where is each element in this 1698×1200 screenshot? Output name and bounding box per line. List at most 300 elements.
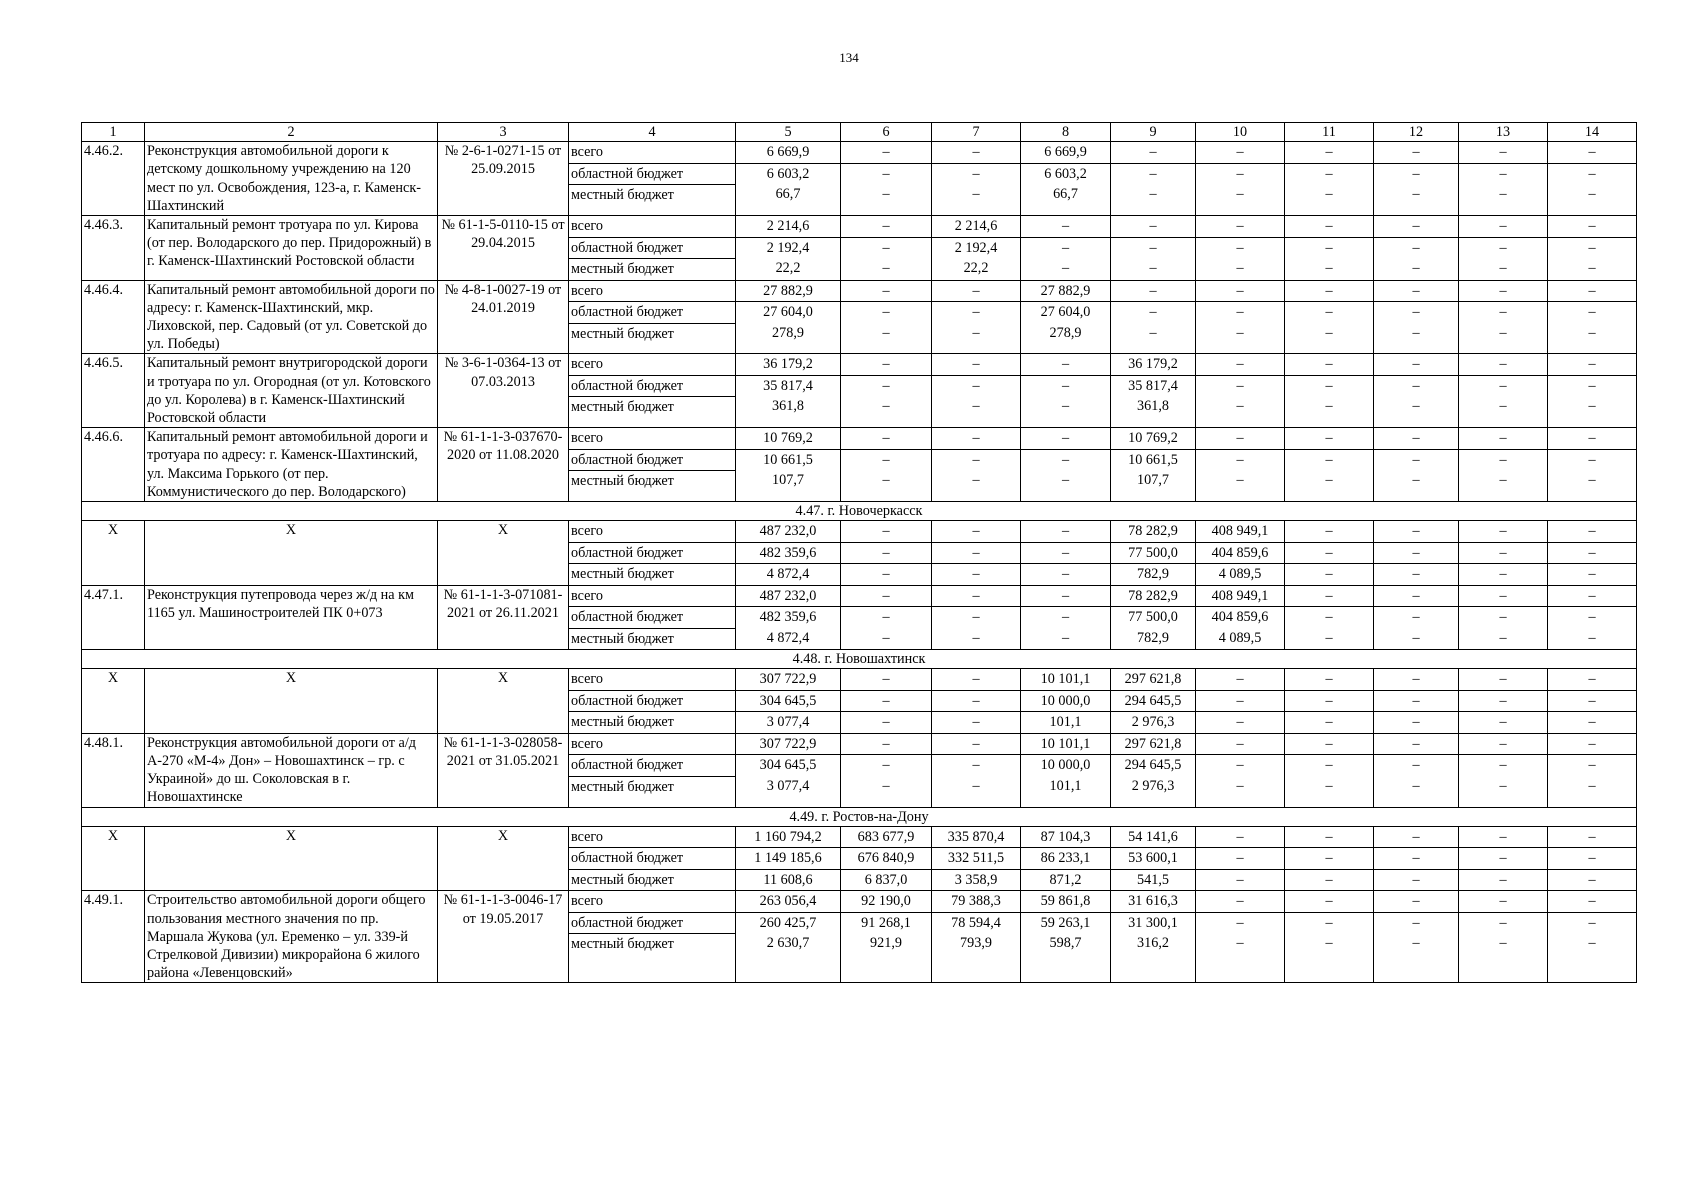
value: – — [1459, 690, 1547, 712]
value: – — [1412, 629, 1420, 646]
value: – — [1325, 398, 1333, 415]
budget-table — [81, 122, 1637, 983]
value: 304 645,5 — [736, 690, 840, 712]
value: – — [972, 324, 980, 341]
value-cell-col-7 — [932, 826, 1021, 891]
value: – — [1374, 237, 1458, 259]
funding-source-label: областной бюджет — [569, 690, 735, 712]
value: – — [1325, 523, 1333, 540]
value: – — [882, 587, 890, 604]
value: – — [841, 237, 931, 259]
value: – — [1499, 282, 1507, 299]
value: – — [1499, 893, 1507, 910]
value: 316,2 — [1137, 935, 1169, 952]
value: – — [882, 186, 890, 203]
value: – — [1459, 237, 1547, 259]
value-cell-col-13 — [1459, 669, 1548, 734]
column-number-3: 3 — [438, 123, 569, 142]
value: – — [932, 563, 1020, 585]
value: – — [1548, 301, 1636, 323]
funding-source-label: областной бюджет — [569, 301, 735, 323]
value-cell-col-13 — [1459, 585, 1548, 650]
value: – — [1111, 301, 1195, 323]
project-name: Капитальный ремонт автомобильной дороги и тротуара по адресу: г. Каменск-Шахтинский, ул. Максима Горького (от пер. Коммунистического до пер. Володарского) — [145, 428, 438, 502]
value: – — [1499, 430, 1507, 447]
value: 307 722,9 — [759, 671, 817, 688]
item-number: 4.48.1. — [82, 733, 145, 807]
value: – — [1196, 754, 1284, 776]
funding-source-cell — [569, 354, 736, 428]
value: – — [1548, 163, 1636, 185]
funding-source-label: местный бюджет — [569, 628, 735, 650]
value: 10 000,0 — [1021, 754, 1110, 776]
value-cell-col-7 — [932, 216, 1021, 281]
value: – — [932, 606, 1020, 628]
funding-source-label: местный бюджет — [569, 933, 735, 955]
value: – — [972, 735, 980, 752]
value: – — [1374, 301, 1458, 323]
value-cell-col-12 — [1374, 826, 1459, 891]
value: – — [972, 144, 980, 161]
value-cell-col-6 — [841, 733, 932, 807]
section-row — [82, 501, 1637, 520]
value: 35 817,4 — [1111, 375, 1195, 397]
funding-source-label: всего — [571, 828, 603, 845]
value-cell-col-13 — [1459, 521, 1548, 586]
value-cell-col-5 — [736, 891, 841, 983]
value-cell-col-11 — [1285, 733, 1374, 807]
funding-source-label: областной бюджет — [569, 912, 735, 934]
item-number: Х — [82, 521, 145, 586]
value-cell-col-9 — [1111, 354, 1196, 428]
value: – — [1588, 144, 1596, 161]
value: – — [1149, 144, 1157, 161]
value: 404 859,6 — [1196, 542, 1284, 564]
value: – — [1285, 237, 1373, 259]
value: – — [1499, 398, 1507, 415]
project-name: Капитальный ремонт тротуара по ул. Кирова (от пер. Володарского до пер. Придорожный) в г. Каменск-Шахтинский Ростовской области — [145, 216, 438, 281]
value: 332 511,5 — [932, 847, 1020, 869]
item-number: 4.46.3. — [82, 216, 145, 281]
project-row — [82, 280, 1637, 354]
value: – — [1061, 356, 1070, 373]
value: – — [1412, 430, 1420, 447]
value: 66,7 — [1053, 186, 1078, 203]
value: – — [1548, 449, 1636, 471]
value: – — [1021, 563, 1110, 585]
value: – — [841, 542, 931, 564]
value: 4 089,5 — [1218, 629, 1262, 646]
value-cell-col-12 — [1374, 142, 1459, 216]
value: 10 101,1 — [1040, 735, 1091, 752]
value: 10 769,2 — [1128, 430, 1178, 447]
funding-source-label: всего — [571, 144, 603, 161]
value: – — [1412, 935, 1420, 952]
value-cell-col-13 — [1459, 280, 1548, 354]
value: – — [1499, 671, 1507, 688]
funding-source-label: местный бюджет — [569, 396, 735, 418]
document-number: Х — [438, 669, 569, 734]
column-number-10: 10 — [1196, 123, 1285, 142]
project-row — [82, 142, 1637, 216]
value: – — [1374, 912, 1458, 934]
value-cell-col-12 — [1374, 428, 1459, 502]
summary-row — [82, 669, 1637, 734]
value: – — [882, 324, 890, 341]
value-cell-col-11 — [1285, 354, 1374, 428]
value: – — [1459, 449, 1547, 471]
value: 782,9 — [1111, 563, 1195, 585]
value: – — [1588, 671, 1596, 688]
value: 27 882,9 — [1040, 282, 1091, 299]
value: – — [1149, 260, 1157, 277]
value-cell-col-10 — [1196, 733, 1285, 807]
value: – — [1325, 587, 1333, 604]
value-cell-col-13 — [1459, 733, 1548, 807]
project-row — [82, 216, 1637, 281]
value: – — [972, 186, 980, 203]
value: – — [1236, 186, 1244, 203]
value: 10 661,5 — [1111, 449, 1195, 471]
value: – — [1412, 523, 1420, 540]
value: 10 000,0 — [1021, 690, 1110, 712]
value-cell-col-14 — [1548, 669, 1637, 734]
value-cell-col-5 — [736, 428, 841, 502]
value-cell-col-12 — [1374, 354, 1459, 428]
value: – — [1325, 629, 1333, 646]
value: – — [1325, 260, 1333, 277]
value: – — [1374, 449, 1458, 471]
value: – — [1285, 847, 1373, 869]
value: 1 149 185,6 — [736, 847, 840, 869]
value: 77 500,0 — [1111, 606, 1195, 628]
value: – — [1374, 754, 1458, 776]
value: – — [1111, 237, 1195, 259]
value: – — [882, 777, 890, 794]
value: – — [841, 690, 931, 712]
value-cell-col-5 — [736, 280, 841, 354]
value: – — [1459, 869, 1547, 891]
value: – — [1021, 449, 1110, 471]
document-number: № 2-6-1-0271-15 от 25.09.2015 — [438, 142, 569, 216]
value-cell-col-13 — [1459, 891, 1548, 983]
value: – — [972, 523, 980, 540]
value: – — [1499, 523, 1507, 540]
value: – — [1588, 282, 1596, 299]
value: – — [1236, 282, 1244, 299]
value-cell-col-10 — [1196, 280, 1285, 354]
value: – — [1588, 629, 1596, 646]
value: – — [1459, 847, 1547, 869]
value: – — [1548, 711, 1636, 733]
value-cell-col-9 — [1111, 521, 1196, 586]
value: – — [1285, 606, 1373, 628]
value: – — [1285, 563, 1373, 585]
value-cell-col-13 — [1459, 142, 1548, 216]
value-cell-col-5 — [736, 521, 841, 586]
value: 10 661,5 — [736, 449, 840, 471]
value: 361,8 — [1137, 398, 1169, 415]
project-row — [82, 354, 1637, 428]
funding-source-label: всего — [571, 282, 603, 299]
item-number: 4.47.1. — [82, 585, 145, 650]
value: – — [1548, 606, 1636, 628]
value: – — [1374, 606, 1458, 628]
value: – — [1548, 912, 1636, 934]
value: – — [1548, 563, 1636, 585]
value: – — [1285, 711, 1373, 733]
project-row — [82, 585, 1637, 650]
column-number-7: 7 — [932, 123, 1021, 142]
funding-source-cell — [569, 216, 736, 281]
value: – — [882, 472, 890, 489]
value-cell-col-10 — [1196, 669, 1285, 734]
value-cell-col-10 — [1196, 521, 1285, 586]
value: – — [1588, 260, 1596, 277]
value: – — [1459, 711, 1547, 733]
value: 10 769,2 — [763, 430, 813, 447]
value: 86 233,1 — [1021, 847, 1110, 869]
value: 260 425,7 — [736, 912, 840, 934]
value: 6 603,2 — [736, 163, 840, 185]
value: – — [1459, 754, 1547, 776]
funding-source-label: местный бюджет — [569, 258, 735, 280]
value: – — [1499, 777, 1507, 794]
value: – — [972, 629, 980, 646]
value-cell-col-14 — [1548, 733, 1637, 807]
value: – — [1499, 218, 1507, 235]
value: 541,5 — [1111, 869, 1195, 891]
column-number-14: 14 — [1548, 123, 1637, 142]
value: 2 976,3 — [1111, 711, 1195, 733]
value: – — [1061, 260, 1070, 277]
value: 4 872,4 — [736, 563, 840, 585]
value: 101,1 — [1021, 711, 1110, 733]
value: – — [1459, 563, 1547, 585]
funding-source-label: всего — [571, 893, 603, 910]
value: – — [1111, 163, 1195, 185]
value: 294 645,5 — [1111, 754, 1195, 776]
value: 676 840,9 — [841, 847, 931, 869]
value-cell-col-6 — [841, 216, 932, 281]
value: 3 358,9 — [932, 869, 1020, 891]
value: – — [1459, 163, 1547, 185]
value: – — [1149, 218, 1157, 235]
value: – — [1325, 356, 1333, 373]
value-cell-col-13 — [1459, 216, 1548, 281]
value: – — [932, 301, 1020, 323]
value: – — [932, 754, 1020, 776]
value: – — [1412, 282, 1420, 299]
value: – — [1412, 828, 1420, 845]
value: – — [1149, 186, 1157, 203]
value: – — [1374, 711, 1458, 733]
value: – — [841, 711, 931, 733]
value: 335 870,4 — [947, 828, 1005, 845]
value: – — [932, 163, 1020, 185]
item-number: 4.46.5. — [82, 354, 145, 428]
value-cell-col-14 — [1548, 585, 1637, 650]
value: – — [1325, 472, 1333, 489]
value-cell-col-14 — [1548, 521, 1637, 586]
value: – — [882, 523, 890, 540]
value: – — [1285, 912, 1373, 934]
column-number-9: 9 — [1111, 123, 1196, 142]
value: – — [1499, 828, 1507, 845]
value: 36 179,2 — [763, 356, 813, 373]
value: – — [1236, 398, 1244, 415]
value: 278,9 — [772, 324, 804, 341]
value: – — [1412, 893, 1420, 910]
value: – — [882, 282, 890, 299]
value: – — [1236, 777, 1244, 794]
value: – — [1236, 893, 1244, 910]
funding-source-cell — [569, 891, 736, 983]
value-cell-col-10 — [1196, 142, 1285, 216]
section-title: 4.47. г. Новочеркасск — [82, 501, 1637, 520]
value: – — [1285, 754, 1373, 776]
value: – — [1459, 606, 1547, 628]
funding-source-cell — [569, 826, 736, 891]
value: – — [932, 375, 1020, 397]
page-number: 134 — [839, 50, 859, 65]
value: – — [1412, 260, 1420, 277]
value: – — [1499, 324, 1507, 341]
value: – — [1325, 777, 1333, 794]
section-title: 4.48. г. Новошахтинск — [82, 650, 1637, 669]
document-number: Х — [438, 521, 569, 586]
value: 79 388,3 — [951, 893, 1001, 910]
document-number: № 3-6-1-0364-13 от 07.03.2013 — [438, 354, 569, 428]
value: 263 056,4 — [759, 893, 817, 910]
value-cell-col-6 — [841, 521, 932, 586]
value-cell-col-5 — [736, 585, 841, 650]
value-cell-col-11 — [1285, 826, 1374, 891]
value: 2 192,4 — [736, 237, 840, 259]
value: – — [1412, 356, 1420, 373]
item-number: 4.46.4. — [82, 280, 145, 354]
value: – — [1588, 587, 1596, 604]
value: 2 214,6 — [954, 218, 998, 235]
value: – — [972, 282, 980, 299]
value: 782,9 — [1137, 629, 1169, 646]
value-cell-col-9 — [1111, 280, 1196, 354]
value: – — [1325, 144, 1333, 161]
value: – — [1374, 869, 1458, 891]
document-number: № 61-1-1-3-037670-2020 от 11.08.2020 — [438, 428, 569, 502]
value: – — [1285, 163, 1373, 185]
value-cell-col-5 — [736, 733, 841, 807]
project-name: Реконструкция автомобильной дороги к детскому дошкольному учреждению на 120 мест по ул. Освобождения, 123-а, г. Каменск-Шахтинский — [145, 142, 438, 216]
value: – — [1325, 893, 1333, 910]
value: – — [1061, 398, 1070, 415]
value: – — [1588, 186, 1596, 203]
value: – — [1548, 237, 1636, 259]
value: – — [1196, 690, 1284, 712]
funding-source-cell — [569, 585, 736, 650]
value: 78 594,4 — [932, 912, 1020, 934]
funding-source-label: областной бюджет — [569, 754, 735, 776]
value-cell-col-10 — [1196, 354, 1285, 428]
funding-source-cell — [569, 428, 736, 502]
value: – — [1459, 912, 1547, 934]
value: – — [1325, 430, 1333, 447]
value: – — [1325, 186, 1333, 203]
value: 87 104,3 — [1040, 828, 1091, 845]
summary-row — [82, 521, 1637, 586]
item-number: 4.49.1. — [82, 891, 145, 983]
value: – — [1285, 869, 1373, 891]
item-number: 4.46.6. — [82, 428, 145, 502]
value: – — [1061, 629, 1070, 646]
value: – — [972, 671, 980, 688]
value: – — [1412, 218, 1420, 235]
value: – — [882, 671, 890, 688]
document-number: № 61-1-1-3-028058-2021 от 31.05.2021 — [438, 733, 569, 807]
value: – — [1236, 828, 1244, 845]
value-cell-col-11 — [1285, 142, 1374, 216]
value: – — [1374, 163, 1458, 185]
value-cell-col-5 — [736, 669, 841, 734]
value: – — [882, 260, 890, 277]
value: – — [882, 629, 890, 646]
value-cell-col-9 — [1111, 826, 1196, 891]
value: – — [1236, 324, 1244, 341]
funding-source-label: всего — [571, 430, 603, 447]
value-cell-col-10 — [1196, 585, 1285, 650]
item-number: Х — [82, 669, 145, 734]
value: 66,7 — [775, 186, 801, 203]
value: – — [1325, 828, 1333, 845]
value: – — [1285, 301, 1373, 323]
value: 487 232,0 — [759, 587, 817, 604]
value: 598,7 — [1049, 935, 1082, 952]
value: 59 263,1 — [1021, 912, 1110, 934]
value-cell-col-11 — [1285, 216, 1374, 281]
value: – — [1325, 218, 1333, 235]
value: – — [1499, 629, 1507, 646]
value-cell-col-6 — [841, 891, 932, 983]
value-cell-col-8 — [1021, 521, 1111, 586]
value-cell-col-12 — [1374, 585, 1459, 650]
column-number-4: 4 — [569, 123, 736, 142]
value: – — [932, 690, 1020, 712]
value-cell-col-7 — [932, 354, 1021, 428]
value: – — [972, 472, 980, 489]
funding-source-label: местный бюджет — [569, 711, 735, 733]
value-cell-col-11 — [1285, 428, 1374, 502]
value: – — [1548, 754, 1636, 776]
value: – — [882, 218, 890, 235]
funding-source-cell — [569, 280, 736, 354]
value-cell-col-8 — [1021, 428, 1111, 502]
summary-row — [82, 826, 1637, 891]
funding-source-label: областной бюджет — [569, 449, 735, 471]
value: – — [1374, 375, 1458, 397]
funding-source-label: местный бюджет — [569, 470, 735, 492]
value-cell-col-7 — [932, 521, 1021, 586]
value: 77 500,0 — [1111, 542, 1195, 564]
column-number-5: 5 — [736, 123, 841, 142]
value: 4 089,5 — [1196, 563, 1284, 585]
value: 53 600,1 — [1111, 847, 1195, 869]
funding-source-label: всего — [571, 356, 603, 373]
value: 278,9 — [1049, 324, 1082, 341]
value: – — [1021, 375, 1110, 397]
value-cell-col-8 — [1021, 669, 1111, 734]
funding-source-label: всего — [571, 523, 603, 540]
value: – — [1499, 186, 1507, 203]
